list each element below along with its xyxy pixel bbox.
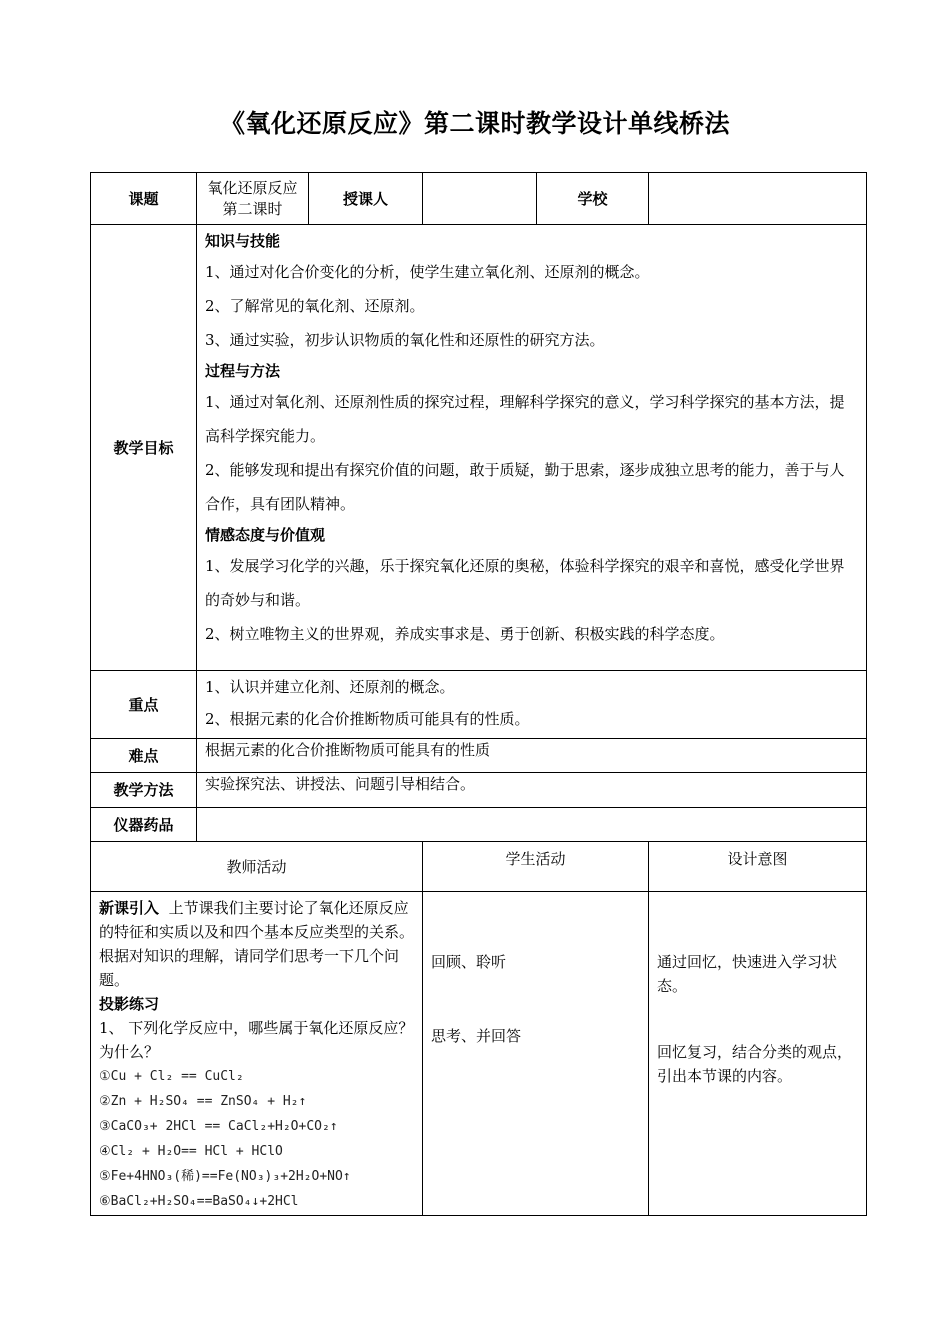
equipment-value — [197, 808, 867, 842]
practice-heading: 投影练习 — [99, 995, 160, 1013]
attitude-item: 2、树立唯物主义的世界观，养成实事求是、勇于创新、积极实践的科学态度。 — [205, 625, 725, 643]
difficulty-label: 难点 — [91, 739, 197, 773]
difficulty-value: 根据元素的化合价推断物质可能具有的性质 — [197, 739, 867, 773]
topic-label: 课题 — [91, 173, 197, 225]
teacher-value — [423, 173, 537, 225]
objectives-label: 教学目标 — [91, 225, 197, 671]
key-point-item: 2、根据元素的化合价推断物质可能具有的性质。 — [205, 710, 530, 728]
design-intent-item: 回忆复习，结合分类的观点，引出本节课的内容。 — [657, 1043, 853, 1085]
teacher-activity-content — [91, 892, 423, 1216]
student-activity-item: 回顾、聆听 — [431, 953, 507, 971]
equation-item: ②Zn + H₂SO₄ == ZnSO₄ + H₂↑ — [99, 1094, 307, 1109]
topic-value: 氧化还原反应第二课时 — [197, 173, 309, 225]
equation-item: ①Cu + Cl₂ == CuCl₂ — [99, 1069, 244, 1084]
process-item: 2、能够发现和提出有探究价值的问题，敢于质疑，勤于思索，逐步成独立思考的能力，善于与人合作，具有团队精神。 — [205, 461, 845, 513]
activity-header-row — [91, 842, 867, 892]
school-label: 学校 — [537, 173, 649, 225]
intro-text: 上节课我们主要讨论了氧化还原反应的特征和实质以及和四个基本反应类型的关系。根据对知识的理解，请同学们思考一下几个问题。 — [99, 899, 415, 989]
equipment-label: 仪器药品 — [91, 808, 197, 842]
key-point-item: 1、认识并建立化剂、还原剂的概念。 — [205, 678, 455, 696]
objectives-row — [91, 225, 867, 671]
design-intent-header: 设计意图 — [649, 842, 867, 892]
knowledge-heading: 知识与技能 — [205, 232, 281, 250]
method-label: 教学方法 — [91, 773, 197, 808]
intro-heading: 新课引入 — [99, 899, 160, 917]
equation-item: ④Cl₂ + H₂O== HCl + HClO — [99, 1144, 283, 1159]
attitude-item: 1、发展学习化学的兴趣，乐于探究氧化还原的奥秘，体验科学探究的艰辛和喜悦，感受化学世界的奇妙与和谐。 — [205, 557, 845, 609]
knowledge-item: 3、通过实验，初步认识物质的氧化性和还原性的研究方法。 — [205, 331, 605, 349]
student-activity-header: 学生活动 — [423, 842, 649, 892]
attitude-heading: 情感态度与价值观 — [205, 526, 326, 544]
process-heading: 过程与方法 — [205, 362, 281, 380]
equation-item: ⑤Fe+4HNO₃(稀)==Fe(NO₃)₃+2H₂O+NO↑ — [99, 1169, 351, 1184]
process-item: 1、通过对氧化剂、还原剂性质的探究过程，理解科学探究的意义，学习科学探究的基本方法，提高科学探究能力。 — [205, 393, 845, 445]
equation-item: ⑥BaCl₂+H₂SO₄==BaSO₄↓+2HCl — [99, 1194, 299, 1209]
key-points-label: 重点 — [91, 671, 197, 739]
document-title: 《氧化还原反应》第二课时教学设计单线桥法 — [219, 109, 730, 138]
equipment-row — [91, 808, 867, 842]
method-value: 实验探究法、讲授法、问题引导相结合。 — [197, 773, 867, 808]
key-points-row — [91, 671, 867, 739]
difficulty-row — [91, 739, 867, 773]
teacher-activity-header: 教师活动 — [91, 842, 423, 892]
knowledge-item: 2、了解常见的氧化剂、还原剂。 — [205, 297, 425, 315]
method-row — [91, 773, 867, 808]
school-value — [649, 173, 867, 225]
student-activity-content — [423, 892, 649, 1216]
design-intent-item: 通过回忆，快速进入学习状态。 — [657, 953, 838, 995]
intro-paragraph — [99, 896, 414, 992]
key-points-content — [197, 671, 867, 739]
design-intent-content — [649, 892, 867, 1216]
objectives-content — [197, 225, 867, 671]
teacher-label: 授课人 — [309, 173, 423, 225]
header-row — [91, 173, 867, 225]
equation-item: ③CaCO₃+ 2HCl == CaCl₂+H₂O+CO₂↑ — [99, 1119, 338, 1134]
knowledge-item: 1、通过对化合价变化的分析，使学生建立氧化剂、还原剂的概念。 — [205, 263, 650, 281]
activity-row — [91, 892, 867, 1216]
lesson-plan-table — [90, 172, 867, 1216]
student-activity-item: 思考、并回答 — [431, 1027, 522, 1045]
practice-question: 1、 下列化学反应中，哪些属于氧化还原反应？为什么？ — [99, 1019, 414, 1061]
